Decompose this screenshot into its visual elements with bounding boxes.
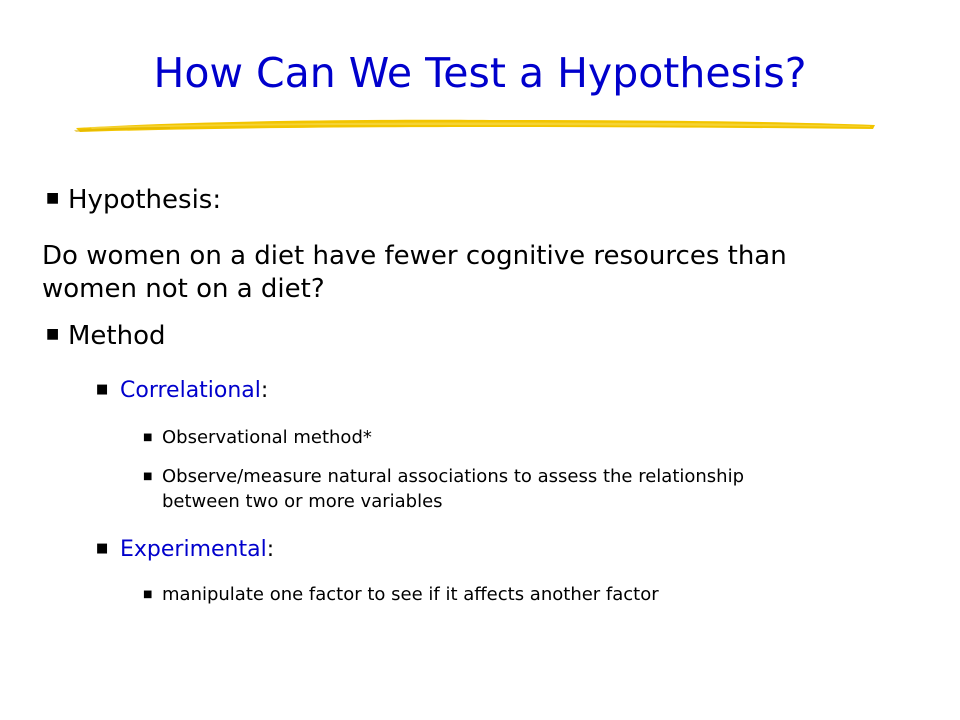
manipulate-factor-text: manipulate one factor to see if it affects another factor	[162, 584, 659, 605]
square-bullet-icon: ■	[96, 541, 109, 556]
correlational-colon: :	[260, 378, 269, 403]
square-bullet-icon: ■	[143, 589, 153, 600]
square-bullet-icon: ■	[143, 432, 153, 443]
title-underline	[70, 112, 878, 138]
square-bullet-icon: ■	[143, 471, 153, 482]
observe-measure-line-2: between two or more variables	[162, 491, 443, 512]
square-bullet-icon: ■	[46, 190, 60, 206]
hypothesis-heading: Hypothesis:	[68, 185, 222, 215]
correlational-heading	[120, 377, 268, 405]
square-bullet-icon: ■	[96, 382, 109, 397]
question-line-2: women not on a diet?	[42, 274, 325, 304]
correlational-label: Correlational	[120, 378, 261, 403]
observational-method-text: Observational method*	[162, 427, 372, 448]
experimental-heading	[120, 536, 274, 564]
experimental-label: Experimental	[120, 537, 267, 562]
slide-title: How Can We Test a Hypothesis?	[153, 49, 807, 97]
experimental-colon: :	[266, 537, 275, 562]
method-heading: Method	[68, 321, 166, 351]
question-line-1: Do women on a diet have fewer cognitive resources than	[42, 241, 787, 271]
observe-measure-line-1: Observe/measure natural associations to assess the relationship	[162, 466, 745, 487]
square-bullet-icon: ■	[46, 326, 60, 342]
